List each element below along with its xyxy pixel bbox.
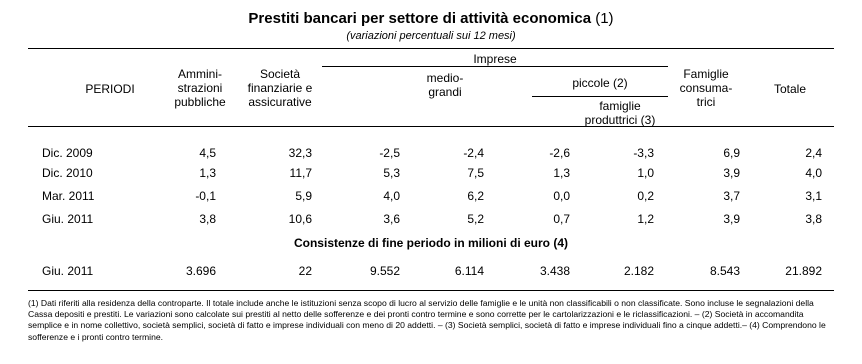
title-text: Prestiti bancari per settore di attività economica — [248, 10, 592, 27]
cell-amm: 1,3 — [199, 166, 216, 180]
header-bottom-rule — [28, 126, 834, 127]
cell-famiglie-consumatrici: 8.543 — [709, 264, 740, 278]
header-periodi: PERIODI — [85, 82, 135, 96]
cell-medio-grandi: 6.114 — [454, 264, 484, 278]
cell-famiglie-produttrici: 1,0 — [637, 166, 654, 180]
header-amm-line2: strazioni — [177, 81, 223, 95]
header-societa — [235, 67, 325, 109]
cell-totale: 21.892 — [785, 264, 822, 278]
header-famcons-line3: trici — [696, 95, 716, 109]
cell-amm: 4,5 — [199, 146, 216, 160]
cell-medio-grandi: -2,4 — [463, 146, 484, 160]
header-amministrazioni — [160, 67, 240, 109]
cell-medio-grandi: 7,5 — [467, 166, 484, 180]
cell-totale: 3,1 — [805, 189, 822, 203]
header-soc-line2: finanziarie e — [247, 81, 313, 95]
cell-famiglie-produttrici: 1,2 — [637, 212, 654, 226]
table-bottom-rule — [28, 290, 834, 291]
header-famcons-line2: consuma- — [679, 81, 733, 95]
header-famprod-line2: produttrici (3) — [584, 113, 656, 127]
header-piccole: piccole (2) — [572, 76, 628, 90]
cell-imprese: -2,5 — [379, 146, 400, 160]
cell-amm: 3,8 — [199, 212, 216, 226]
cell-famiglie-consumatrici: 3,9 — [723, 212, 740, 226]
piccole-rule — [532, 96, 668, 97]
cell-medio-grandi: 5,2 — [467, 212, 484, 226]
section-title: Consistenze di fine periodo in milioni di euro (4) — [293, 236, 568, 250]
cell-totale: 2,4 — [805, 146, 822, 160]
cell-amm: 3.696 — [185, 264, 216, 278]
footnotes: (1) Dati riferiti alla residenza della controparte. Il totale include anche le istituzioni senza scopo di lucro al servizio delle famiglie e le unità non classificabili o non classificate. Sono incluse le segnalazioni della Cassa depositi e prestiti. Le variazioni sono calcolate sui prestiti al netto delle sofferenze e dei pronti contro termine e sono corrette per le cartolarizzazioni e le riclassificazioni. – (2) Società in accomandita semplice e in nome collettivo, società semplici, società di fatto e imprese individuali con meno di 20 addetti. – (3) Società semplici, società di fatto e imprese individuali fino a cinque addetti.– (4) Comprendono le sofferenze e i pronti contro termine. — [28, 298, 826, 342]
cell-imprese: 9.552 — [369, 264, 400, 278]
cell-soc: 32,3 — [288, 146, 312, 160]
cell-totale: 3,8 — [805, 212, 822, 226]
cell-imprese: 3,6 — [383, 212, 400, 226]
row-period: Giu. 2011 — [42, 264, 94, 278]
header-soc-line1: Società — [259, 67, 301, 81]
top-rule — [28, 48, 834, 49]
cell-imprese: 4,0 — [383, 189, 400, 203]
cell-famiglie-produttrici: 2.182 — [623, 264, 654, 278]
header-famprod-line1: famiglie — [599, 99, 641, 113]
header-medio-grandi — [410, 71, 480, 99]
cell-piccole: 0,7 — [553, 212, 570, 226]
header-medio-line2: grandi — [428, 85, 462, 99]
header-imprese: Imprese — [473, 52, 517, 66]
row-period: Dic. 2009 — [42, 146, 93, 160]
cell-famiglie-consumatrici: 3,7 — [723, 189, 740, 203]
header-totale: Totale — [773, 82, 807, 96]
cell-famiglie-produttrici: -3,3 — [633, 146, 654, 160]
imprese-rule — [322, 66, 668, 67]
header-famcons-line1: Famiglie — [683, 67, 729, 81]
cell-soc: 10,6 — [288, 212, 312, 226]
header-amm-line3: pubbliche — [174, 95, 226, 109]
cell-famiglie-consumatrici: 3,9 — [723, 166, 740, 180]
title-note: (1) — [595, 10, 614, 27]
cell-piccole: 1,3 — [553, 166, 570, 180]
cell-totale: 4,0 — [805, 166, 822, 180]
table-subtitle: (variazioni percentuali sui 12 mesi) — [346, 30, 516, 42]
cell-piccole: 3.438 — [539, 264, 570, 278]
cell-famiglie-consumatrici: 6,9 — [723, 146, 740, 160]
header-medio-line1: medio- — [426, 71, 464, 85]
header-soc-line3: assicurative — [248, 95, 312, 109]
header-famiglie-consumatrici — [668, 67, 744, 109]
cell-piccole: -2,6 — [549, 146, 570, 160]
cell-imprese: 5,3 — [383, 166, 400, 180]
table-title — [0, 10, 862, 27]
header-famiglie-produttrici — [572, 99, 668, 127]
cell-piccole: 0,0 — [553, 189, 570, 203]
cell-soc: 5,9 — [295, 189, 312, 203]
row-period: Giu. 2011 — [42, 212, 94, 226]
cell-famiglie-produttrici: 0,2 — [637, 189, 654, 203]
cell-soc: 11,7 — [289, 166, 312, 180]
row-period: Mar. 2011 — [42, 189, 95, 203]
cell-soc: 22 — [298, 264, 312, 278]
cell-amm: -0,1 — [195, 189, 216, 203]
cell-medio-grandi: 6,2 — [467, 189, 484, 203]
header-amm-line1: Ammini- — [178, 67, 222, 81]
row-period: Dic. 2010 — [42, 166, 93, 180]
